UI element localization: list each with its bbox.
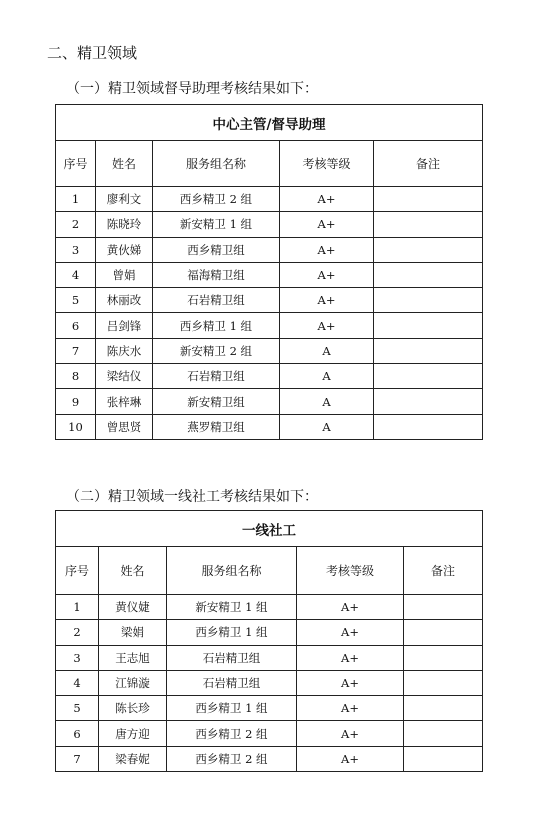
cell-service-group: 燕罗精卫组 [153, 414, 280, 439]
cell-name: 陈长珍 [99, 696, 167, 721]
cell-name: 梁娟 [99, 620, 167, 645]
table-row [56, 670, 483, 695]
cell-remarks [404, 595, 483, 620]
cell-index: 5 [56, 288, 96, 313]
cell-grade: A+ [280, 237, 374, 262]
cell-index: 4 [56, 262, 96, 287]
cell-remarks [404, 645, 483, 670]
column-header-remarks: 备注 [374, 141, 483, 187]
cell-grade: A+ [297, 595, 404, 620]
cell-name: 张梓琳 [96, 389, 153, 414]
cell-service-group: 新安精卫 2 组 [153, 338, 280, 363]
cell-name: 廖利文 [96, 187, 153, 212]
cell-name: 黄仪婕 [99, 595, 167, 620]
cell-index: 2 [56, 620, 99, 645]
cell-grade: A+ [280, 262, 374, 287]
cell-index: 5 [56, 696, 99, 721]
cell-service-group: 西乡精卫 1 组 [167, 696, 297, 721]
table-row [56, 721, 483, 746]
cell-index: 3 [56, 237, 96, 262]
table-body [56, 595, 483, 772]
table-title: 一线社工 [56, 511, 483, 547]
cell-service-group: 石岩精卫组 [167, 645, 297, 670]
cell-remarks [374, 212, 483, 237]
cell-name: 曾娟 [96, 262, 153, 287]
table-row [56, 696, 483, 721]
column-header-name: 姓名 [96, 141, 153, 187]
cell-grade: A [280, 338, 374, 363]
cell-grade: A [280, 414, 374, 439]
cell-remarks [374, 338, 483, 363]
cell-remarks [404, 746, 483, 771]
cell-grade: A [280, 364, 374, 389]
table-row [56, 313, 483, 338]
cell-remarks [374, 364, 483, 389]
cell-service-group: 西乡精卫 2 组 [167, 721, 297, 746]
cell-grade: A+ [297, 696, 404, 721]
cell-remarks [404, 721, 483, 746]
cell-grade: A+ [297, 670, 404, 695]
column-header-index: 序号 [56, 141, 96, 187]
cell-name: 江锦漩 [99, 670, 167, 695]
column-header-index: 序号 [56, 547, 99, 595]
table-row [56, 389, 483, 414]
cell-grade: A+ [280, 187, 374, 212]
table-body [56, 187, 483, 440]
table-row [56, 645, 483, 670]
table-title: 中心主管/督导助理 [56, 105, 483, 141]
cell-name: 林丽改 [96, 288, 153, 313]
cell-grade: A [280, 389, 374, 414]
cell-name: 吕剑锋 [96, 313, 153, 338]
cell-remarks [374, 414, 483, 439]
cell-service-group: 西乡精卫 2 组 [167, 746, 297, 771]
cell-index: 4 [56, 670, 99, 695]
cell-name: 黄伙娣 [96, 237, 153, 262]
cell-index: 3 [56, 645, 99, 670]
table-row [56, 746, 483, 771]
cell-grade: A+ [280, 212, 374, 237]
table-row [56, 338, 483, 363]
column-header-grade: 考核等级 [297, 547, 404, 595]
cell-remarks [374, 389, 483, 414]
cell-remarks [404, 696, 483, 721]
cell-name: 曾思贤 [96, 414, 153, 439]
cell-service-group: 新安精卫组 [153, 389, 280, 414]
column-header-name: 姓名 [99, 547, 167, 595]
table-row [56, 262, 483, 287]
cell-index: 1 [56, 595, 99, 620]
column-header-service-group: 服务组名称 [167, 547, 297, 595]
cell-index: 1 [56, 187, 96, 212]
cell-index: 7 [56, 746, 99, 771]
cell-name: 陈晓玲 [96, 212, 153, 237]
cell-name: 唐方迎 [99, 721, 167, 746]
column-header-grade: 考核等级 [280, 141, 374, 187]
cell-service-group: 西乡精卫组 [153, 237, 280, 262]
cell-remarks [374, 262, 483, 287]
table-row [56, 237, 483, 262]
cell-index: 9 [56, 389, 96, 414]
cell-service-group: 新安精卫 1 组 [153, 212, 280, 237]
cell-index: 8 [56, 364, 96, 389]
cell-index: 2 [56, 212, 96, 237]
cell-grade: A+ [280, 288, 374, 313]
table-row [56, 364, 483, 389]
supervisor-assessment-table [55, 104, 483, 440]
table-row [56, 620, 483, 645]
cell-remarks [374, 237, 483, 262]
cell-service-group: 西乡精卫 2 组 [153, 187, 280, 212]
cell-index: 6 [56, 721, 99, 746]
cell-service-group: 石岩精卫组 [153, 288, 280, 313]
frontline-social-worker-table [55, 510, 483, 772]
table-row [56, 187, 483, 212]
cell-service-group: 新安精卫 1 组 [167, 595, 297, 620]
cell-name: 王志旭 [99, 645, 167, 670]
cell-service-group: 福海精卫组 [153, 262, 280, 287]
section-heading: 二、精卫领域 [47, 44, 138, 62]
part1-subheading: （一）精卫领域督导助理考核结果如下： [66, 81, 318, 97]
cell-remarks [374, 313, 483, 338]
cell-grade: A+ [297, 746, 404, 771]
cell-remarks [404, 620, 483, 645]
cell-name: 梁春妮 [99, 746, 167, 771]
cell-grade: A+ [280, 313, 374, 338]
cell-remarks [404, 670, 483, 695]
table-row [56, 212, 483, 237]
cell-index: 10 [56, 414, 96, 439]
cell-service-group: 西乡精卫 1 组 [167, 620, 297, 645]
cell-remarks [374, 288, 483, 313]
cell-grade: A+ [297, 620, 404, 645]
column-header-remarks: 备注 [404, 547, 483, 595]
cell-service-group: 石岩精卫组 [153, 364, 280, 389]
cell-grade: A+ [297, 721, 404, 746]
cell-index: 6 [56, 313, 96, 338]
cell-index: 7 [56, 338, 96, 363]
cell-service-group: 西乡精卫 1 组 [153, 313, 280, 338]
cell-name: 陈庆水 [96, 338, 153, 363]
table-row [56, 288, 483, 313]
part2-subheading: （二）精卫领域一线社工考核结果如下： [66, 489, 318, 505]
table-row [56, 414, 483, 439]
column-header-service-group: 服务组名称 [153, 141, 280, 187]
cell-remarks [374, 187, 483, 212]
cell-service-group: 石岩精卫组 [167, 670, 297, 695]
table-row [56, 595, 483, 620]
cell-name: 梁结仪 [96, 364, 153, 389]
cell-grade: A+ [297, 645, 404, 670]
